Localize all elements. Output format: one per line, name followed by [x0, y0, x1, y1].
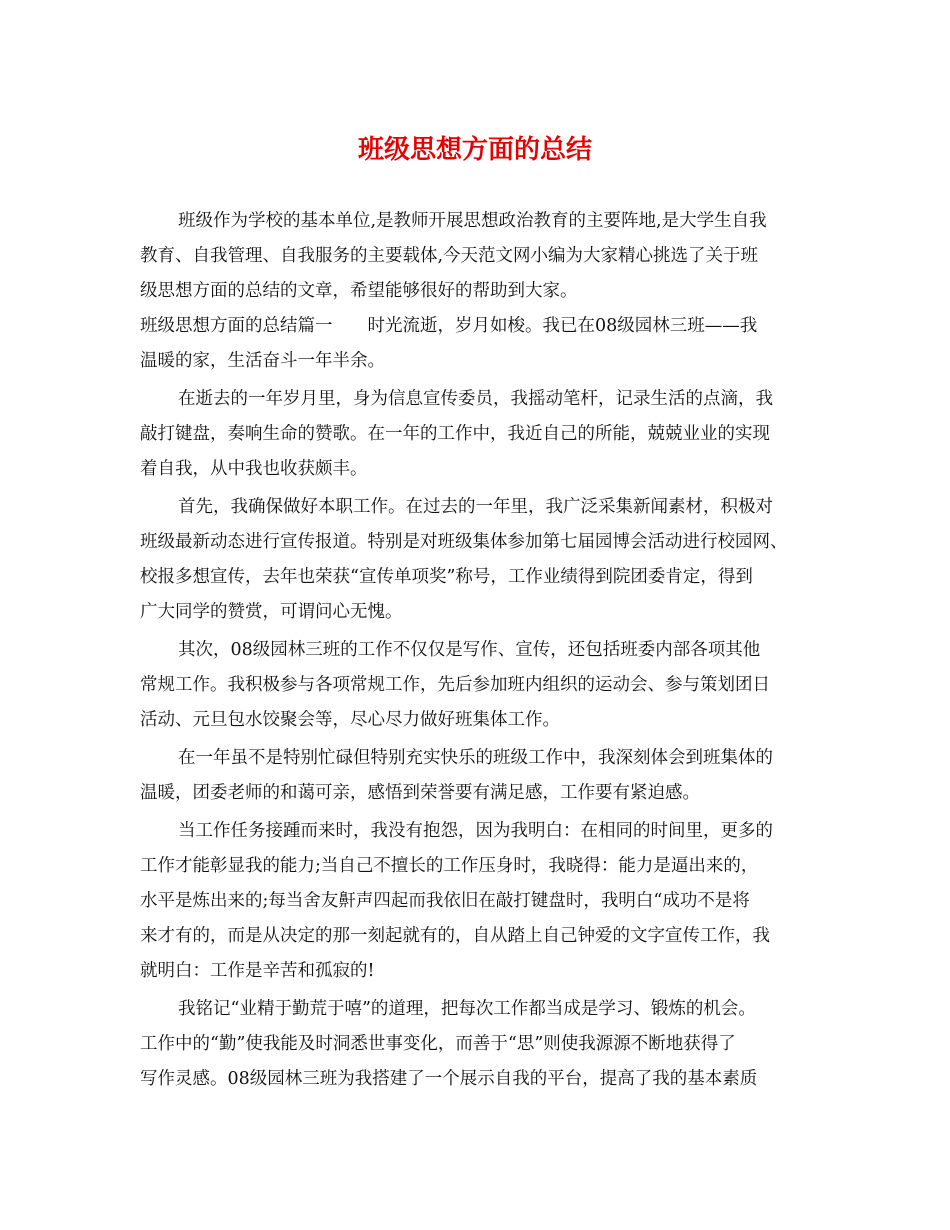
body-line: 校报多想宣传，去年也荣获“宣传单项奖”称号，工作业绩得到院团委肯定，得到 — [140, 567, 753, 587]
body-line: 我铭记“业精于勤荒于嘻”的道理，把每次工作都当成是学习、锻炼的机会。 — [178, 999, 756, 1019]
body-line: 级思想方面的总结的文章，希望能够很好的帮助到大家。 — [140, 281, 578, 301]
body-line: 在逝去的一年岁月里，身为信息宣传委员，我摇动笔杆，记录生活的点滴，我 — [178, 389, 773, 409]
body-line: 教育、自我管理、自我服务的主要载体,今天范文网小编为大家精心挑选了关于班 — [140, 246, 759, 266]
body-line: 温暖，团委老师的和蔼可亲，感悟到荣誉要有满足感，工作要有紧迫感。 — [140, 783, 700, 803]
body-line: 就明白：工作是辛苦和孤寂的! — [140, 961, 375, 981]
body-line: 常规工作。我积极参与各项常规工作，先后参加班内组织的运动会、参与策划团日 — [140, 675, 770, 695]
body-line: 敲打键盘，奏响生命的赞歌。在一年的工作中，我近自己的所能，兢兢业业的实现 — [140, 424, 770, 444]
body-line: 着自我，从中我也收获颇丰。 — [140, 459, 368, 479]
body-line: 温暖的家，生活奋斗一年半余。 — [140, 351, 385, 371]
body-line: 首先，我确保做好本职工作。在过去的一年里，我广泛采集新闻素材，积极对 — [178, 497, 773, 517]
body-line: 在一年虽不是特别忙碌但特别充实快乐的班级工作中，我深刻体会到班集体的 — [178, 748, 773, 768]
body-line: 广大同学的赞赏，可谓问心无愧。 — [140, 602, 403, 622]
body-line: 班级最新动态进行宣传报道。特别是对班级集体参加第七届园博会活动进行校园网、 — [140, 532, 788, 552]
body-line: 其次，08级园林三班的工作不仅仅是写作、宣传，还包括班委内部各项其他 — [178, 640, 761, 660]
body-line: 活动、元旦包水饺聚会等，尽心尽力做好班集体工作。 — [140, 710, 560, 730]
body-line: 班级作为学校的基本单位,是教师开展思想政治教育的主要阵地,是大学生自我 — [178, 211, 767, 231]
section-heading-line: 班级思想方面的总结篇一 时光流逝，岁月如梭。我已在08级园林三班——我 — [140, 316, 758, 336]
body-line: 当工作任务接踵而来时，我没有抱怨，因为我明白：在相同的时间里，更多的 — [178, 821, 773, 841]
document-title: 班级思想方面的总结 — [357, 135, 592, 165]
body-line: 工作中的“勤”使我能及时洞悉世事变化，而善于“思”则使我源源不断地获得了 — [140, 1034, 736, 1054]
body-line: 来才有的，而是从决定的那一刻起就有的，自从踏上自己钟爱的文字宣传工作，我 — [140, 926, 770, 946]
body-line: 写作灵感。08级园林三班为我搭建了一个展示自我的平台，提高了我的基本素质 — [140, 1069, 758, 1089]
body-line: 工作才能彰显我的能力;当自己不擅长的工作压身时，我晓得：能力是逼出来的， — [140, 856, 759, 876]
body-line: 水平是炼出来的;每当舍友鼾声四起而我依旧在敲打键盘时，我明白“成功不是将 — [140, 891, 750, 911]
